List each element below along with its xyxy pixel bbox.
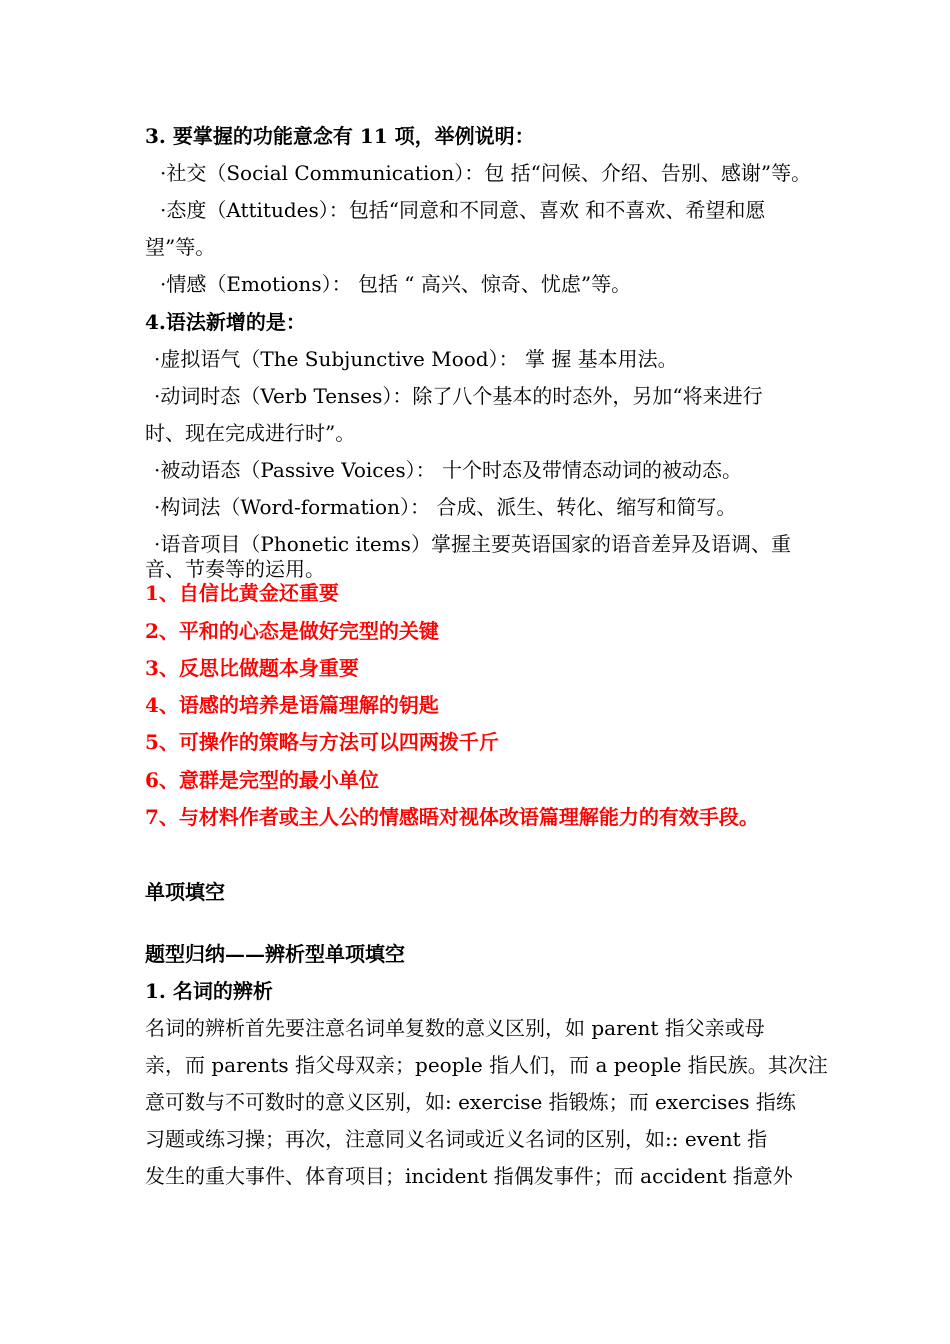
single-choice-title: 单项填空 <box>145 880 225 904</box>
noun-paragraph-line: 习题或练习操；再次，注意同义名词或近义名词的区别，如:: event 指 <box>145 1127 768 1151</box>
section3-item-attitudes: ·态度（Attitudes）：包括“同意和不同意、喜欢 和不喜欢、希望和愿 <box>160 198 766 222</box>
tip-item: 2、平和的心态是做好完型的关键 <box>145 619 439 643</box>
tip-item: 4、语感的培养是语篇理解的钥匙 <box>145 693 439 717</box>
tip-item: 3、反思比做题本身重要 <box>145 656 359 680</box>
tip-item: 6、意群是完型的最小单位 <box>145 768 379 792</box>
section3-heading: 3. 要掌握的功能意念有 11 项，举例说明： <box>145 124 535 148</box>
noun-paragraph-line: 意可数与不可数时的意义区别，如: exercise 指锻炼；而 exercises 指练 <box>145 1090 796 1114</box>
section3-item-emotions: ·情感（Emotions）： 包括 “ 高兴、惊奇、忧虑”等。 <box>160 272 632 296</box>
single-choice-subtitle: 题型归纳——辨析型单项填空 <box>145 942 405 966</box>
noun-paragraph-line: 发生的重大事件、体育项目；incident 指偶发事件；而 accident 指意外 <box>145 1164 793 1188</box>
section4-item-subjunctive: ·虚拟语气（The Subjunctive Mood）： 掌 握 基本用法。 <box>154 347 678 371</box>
tip-item: 7、与材料作者或主人公的情感晤对视体改语篇理解能力的有效手段。 <box>145 805 759 829</box>
section4-heading: 4.语法新增的是： <box>145 310 306 334</box>
section3-item-social: ·社交（Social Communication）：包 括“问候、介绍、告别、感谢”等。 <box>160 161 812 185</box>
section4-item-word-formation: ·构词法（Word-formation）： 合成、派生、转化、缩写和简写。 <box>154 495 737 519</box>
section4-item-tenses-cont: 时、现在完成进行时”。 <box>145 421 356 445</box>
section4-item-phonetic-cont: 音、节奏等的运用。 <box>145 557 325 581</box>
section4-item-passive: ·被动语态（Passive Voices）： 十个时态及带情态动词的被动态。 <box>154 458 742 482</box>
noun-heading: 1. 名词的辨析 <box>145 979 273 1003</box>
noun-paragraph-line: 亲，而 parents 指父母双亲；people 指人们，而 a people 指民族。其次注 <box>145 1053 828 1077</box>
section3-item-attitudes-cont: 望”等。 <box>145 235 216 259</box>
section4-item-tenses: ·动词时态（Verb Tenses）：除了八个基本的时态外，另加“将来进行 <box>154 384 763 408</box>
tip-item: 5、可操作的策略与方法可以四两拨千斤 <box>145 730 499 754</box>
tip-item: 1、自信比黄金还重要 <box>145 581 339 605</box>
noun-paragraph-line: 名词的辨析首先要注意名词单复数的意义区别，如 parent 指父亲或母 <box>145 1016 765 1040</box>
section4-item-phonetic: ·语音项目（Phonetic items）掌握主要英语国家的语音差异及语调、重 <box>154 532 791 556</box>
